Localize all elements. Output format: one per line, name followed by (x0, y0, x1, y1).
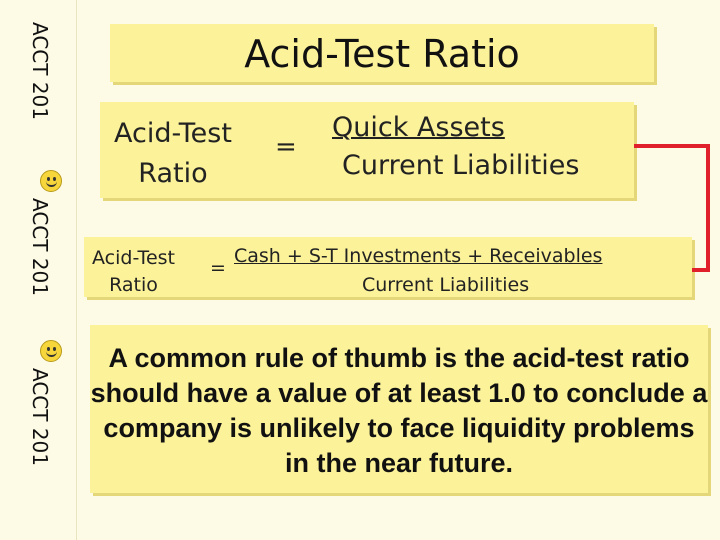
sidebar-label-1: ACCT 201 (28, 22, 52, 121)
formula-simple-denominator: Current Liabilities (342, 150, 580, 181)
sidebar-label-3: ACCT 201 (28, 368, 52, 467)
formula-expanded-label-line2: Ratio (109, 274, 158, 296)
formula-expanded-denominator: Current Liabilities (362, 274, 530, 296)
page-title: Acid-Test Ratio (244, 32, 520, 76)
formula-simple-label-line2: Ratio (138, 158, 208, 189)
rule-of-thumb-text: A common rule of thumb is the acid-test ratio should have a value of at least 1.0 to conclude a company is unlikely to face liquidity problems in the near future. (90, 343, 708, 478)
rule-panel (90, 325, 708, 493)
formula-simple-numerator: Quick Assets (332, 112, 505, 143)
formula-expanded-equals: = (210, 257, 226, 279)
sidebar-label-2: ACCT 201 (28, 198, 52, 297)
formula-expanded-label-line1: Acid-Test (92, 247, 175, 269)
formula-simple-equals: = (275, 132, 297, 162)
connector-line (634, 146, 708, 270)
formula-simple-label-line1: Acid-Test (114, 118, 232, 149)
formula-expanded-numerator: Cash + S-T Investments + Receivables (234, 245, 603, 267)
